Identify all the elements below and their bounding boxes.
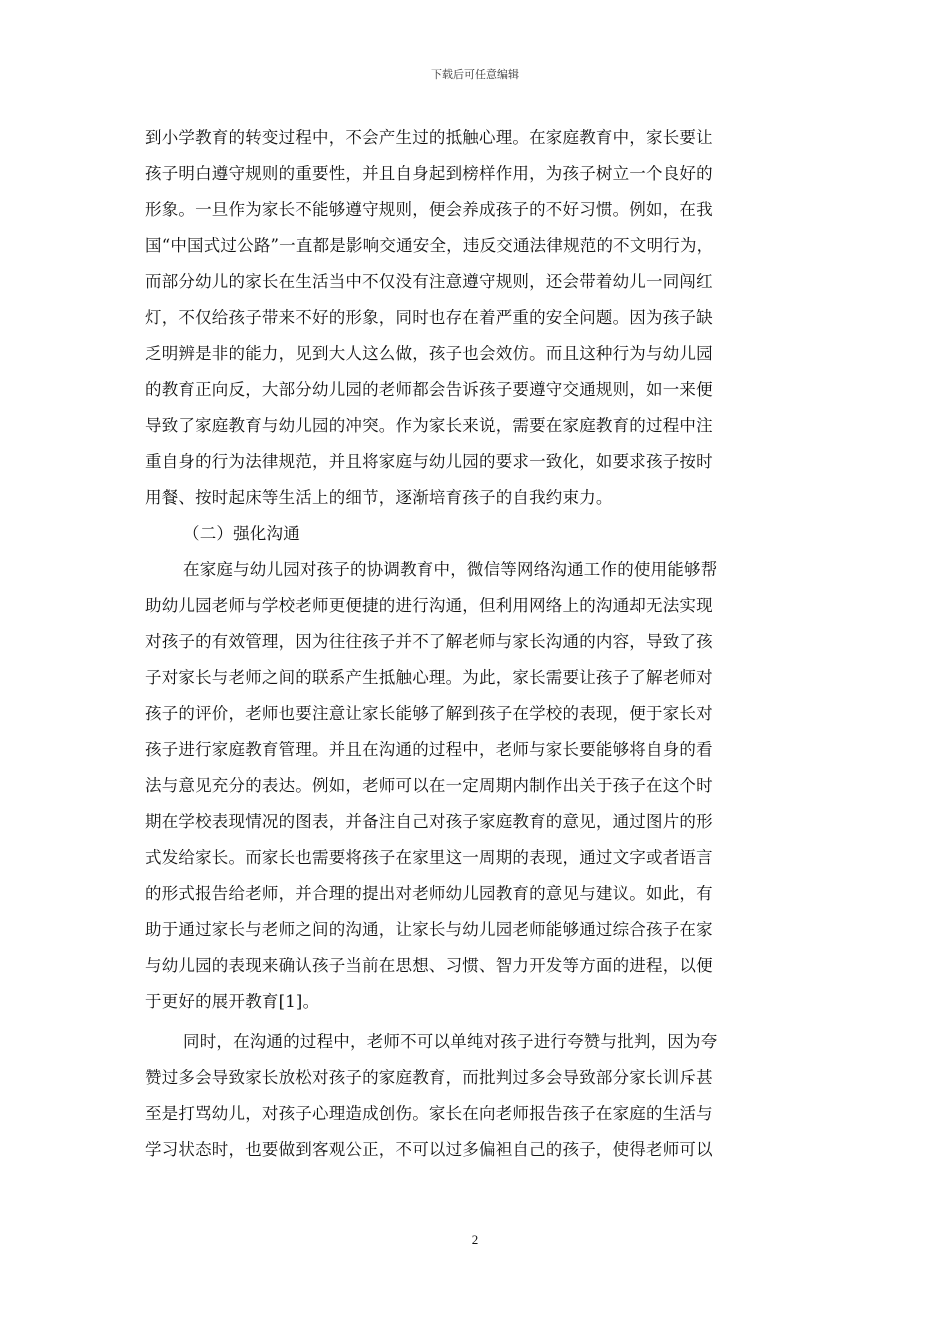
text-line: 孩子进行家庭教育管理。并且在沟通的过程中，老师与家长要能够将自身的看 bbox=[145, 740, 713, 759]
text-line: 形象。一旦作为家长不能够遵守规则，便会养成孩子的不好习惯。例如，在我 bbox=[145, 200, 713, 219]
text-line: 期在学校表现情况的图表，并备注自己对孩子家庭教育的意见，通过图片的形 bbox=[145, 812, 713, 831]
text-line: 而部分幼儿的家长在生活当中不仅没有注意遵守规则，还会带着幼儿一同闯红 bbox=[145, 272, 713, 291]
section-heading: （二）强化沟通 bbox=[183, 524, 300, 543]
page-number: 2 bbox=[471, 1232, 479, 1247]
text-line: 到小学教育的转变过程中，不会产生过的抵触心理。在家庭教育中，家长要让 bbox=[145, 128, 713, 147]
text-line: 助于通过家长与老师之间的沟通，让家长与幼儿园老师能够通过综合孩子在家 bbox=[145, 920, 713, 939]
text-line: 孩子明白遵守规则的重要性，并且自身起到榜样作用，为孩子树立一个良好的 bbox=[145, 164, 713, 183]
text-line: 灯，不仅给孩子带来不好的形象，同时也存在着严重的安全问题。因为孩子缺 bbox=[145, 308, 713, 327]
text-line: 的教育正向反，大部分幼儿园的老师都会告诉孩子要遵守交通规则，如一来便 bbox=[145, 380, 713, 399]
text-line: 同时，在沟通的过程中，老师不可以单纯对孩子进行夸赞与批判，因为夸 bbox=[183, 1032, 718, 1051]
document-body bbox=[145, 120, 808, 1168]
text-line: 法与意见充分的表达。例如，老师可以在一定周期内制作出关于孩子在这个时 bbox=[145, 776, 713, 795]
text-line: 至是打骂幼儿，对孩子心理造成创伤。家长在向老师报告孩子在家庭的生活与 bbox=[145, 1104, 713, 1123]
text-line: 于更好的展开教育[1]。 bbox=[145, 992, 320, 1011]
text-line: 助幼儿园老师与学校老师更便捷的进行沟通，但利用网络上的沟通却无法实现 bbox=[145, 596, 713, 615]
text-line: 在家庭与幼儿园对孩子的协调教育中，微信等网络沟通工作的使用能够帮 bbox=[183, 560, 718, 579]
text-line: 孩子的评价，老师也要注意让家长能够了解到孩子在学校的表现，便于家长对 bbox=[145, 704, 713, 723]
text-line: 用餐、按时起床等生活上的细节，逐渐培育孩子的自我约束力。 bbox=[145, 488, 613, 507]
paragraph-3 bbox=[145, 1024, 808, 1168]
text-line: 导致了家庭教育与幼儿园的冲突。作为家长来说，需要在家庭教育的过程中注 bbox=[145, 416, 713, 435]
text-line: 与幼儿园的表现来确认孩子当前在思想、习惯、智力开发等方面的进程，以便 bbox=[145, 956, 713, 975]
text-line: 学习状态时，也要做到客观公正，不可以过多偏袒自己的孩子，使得老师可以 bbox=[145, 1140, 713, 1159]
page-header: 下载后可任意编辑 bbox=[431, 68, 519, 81]
text-line: 国“中国式过公路”一直都是影响交通安全，违反交通法律规范的不文明行为， bbox=[145, 236, 714, 255]
text-line: 赞过多会导致家长放松对孩子的家庭教育，而批判过多会导致部分家长训斥甚 bbox=[145, 1068, 713, 1087]
text-line: 子对家长与老师之间的联系产生抵触心理。为此，家长需要让孩子了解老师对 bbox=[145, 668, 713, 687]
text-line: 重自身的行为法律规范，并且将家庭与幼儿园的要求一致化，如要求孩子按时 bbox=[145, 452, 713, 471]
text-line: 乏明辨是非的能力，见到大人这么做，孩子也会效仿。而且这种行为与幼儿园 bbox=[145, 344, 713, 363]
paragraph-1 bbox=[145, 120, 808, 516]
text-line: 式发给家长。而家长也需要将孩子在家里这一周期的表现，通过文字或者语言 bbox=[145, 848, 713, 867]
text-line: 的形式报告给老师，并合理的提出对老师幼儿园教育的意见与建议。如此，有 bbox=[145, 884, 713, 903]
paragraph-2 bbox=[145, 552, 808, 1020]
text-line: 对孩子的有效管理，因为往往孩子并不了解老师与家长沟通的内容，导致了孩 bbox=[145, 632, 713, 651]
